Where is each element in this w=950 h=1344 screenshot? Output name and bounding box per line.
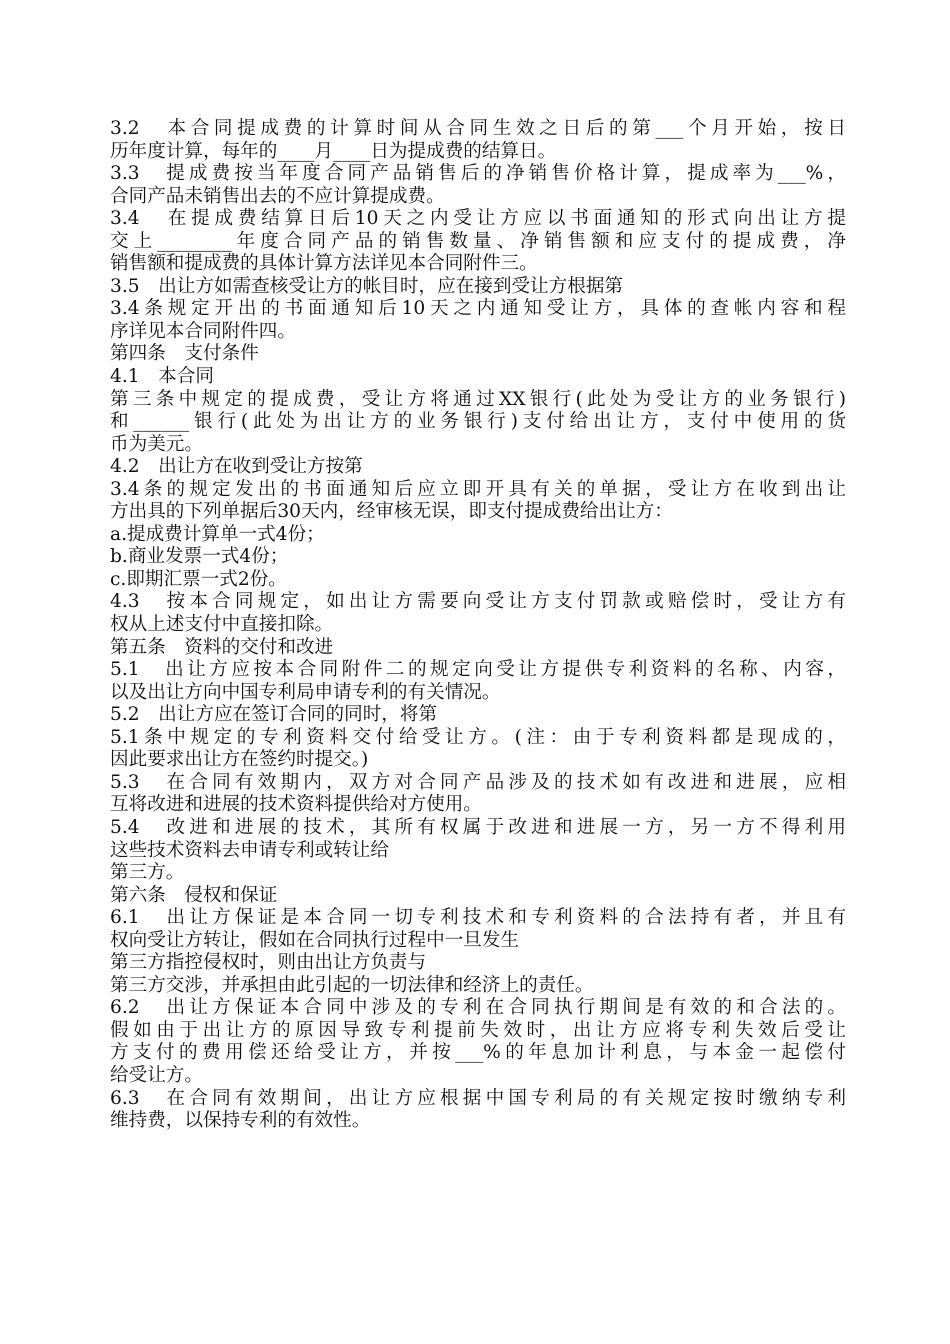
text-line: 假如由于出让方的原因导致专利提前失效时，出让方应将专利失效后受让 <box>110 1019 846 1041</box>
text-line: 3.4条规定开出的书面通知后10天之内通知受让方，具体的查帐内容和程 <box>110 298 846 320</box>
text-line: 第三方指控侵权时，则由出让方负责与 <box>110 952 427 974</box>
text-line: 第三方。 <box>110 862 185 884</box>
text-line: 因此要求出让方在签约时提交。) <box>110 749 369 771</box>
text-line: 4.1 本合同 <box>110 366 214 388</box>
text-line: 6.3 在合同有效期间，出让方应根据中国专利局的有关规定按时缴纳专利 <box>110 1087 846 1109</box>
text-line: a.提成费计算单一式4份； <box>110 523 325 545</box>
text-line: c.即期汇票一式2份。 <box>110 568 287 590</box>
text-line: 4.2 出让方在收到受让方按第 <box>110 456 363 478</box>
text-line: 第六条 侵权和保证 <box>110 884 278 906</box>
text-line: b.商业发票一式4份； <box>110 546 289 568</box>
text-line: 权向受让方转让，假如在合同执行过程中一旦发生 <box>110 929 520 951</box>
text-line: 给受让方。 <box>110 1064 203 1086</box>
document-page <box>110 118 846 1133</box>
text-line: 4.3 按本合同规定，如出让方需要向受让方支付罚款或赔偿时，受让方有 <box>110 591 846 613</box>
text-line: 第五条 资料的交付和改进 <box>110 636 334 658</box>
text-line: 第四条 支付条件 <box>110 343 259 365</box>
text-line: 3.4 在提成费结算日后10天之内受让方应以书面通知的形式向出让方提 <box>110 208 846 230</box>
text-line: 6.1 出让方保证是本合同一切专利技术和专利资料的合法持有者，并且有 <box>110 907 846 929</box>
text-line: 5.2 出让方应在签订合同的同时，将第 <box>110 704 438 726</box>
text-line: 和______银行(此处为出让方的业务银行)支付给出让方，支付中使用的货 <box>110 411 846 433</box>
text-line: 3.4条的规定发出的书面通知后应立即开具有关的单据，受让方在收到出让 <box>110 478 846 500</box>
text-line: 历年度计算，每年的____月____日为提成费的结算日。 <box>110 140 557 162</box>
text-line: 3.5 出让方如需查核受让方的帐目时，应在接到受让方根据第 <box>110 275 624 297</box>
text-line: 3.2 本合同提成费的计算时间从合同生效之日后的第___个月开始，按日 <box>110 118 846 139</box>
text-line: 维持费，以保持专利的有效性。 <box>110 1110 371 1132</box>
text-line: 这些技术资料去申请专利或转让给 <box>110 839 389 861</box>
text-line: 销售额和提成费的具体计算方法详见本合同附件三。 <box>110 253 538 275</box>
text-line: 6.2 出让方保证本合同中涉及的专利在合同执行期间是有效的和合法的。 <box>110 997 846 1019</box>
text-line: 合同产品未销售出去的不应计算提成费。 <box>110 185 445 207</box>
text-line: 以及出让方向中国专利局申请专利的有关情况。 <box>110 681 501 703</box>
text-line: 5.3 在合同有效期内，双方对合同产品涉及的技术如有改进和进展，应相 <box>110 771 846 793</box>
text-line: 币为美元。 <box>110 433 203 455</box>
text-line: 方出具的下列单据后30天内，经审核无误，即支付提成费给出让方： <box>110 501 673 523</box>
text-line: 序详见本合同附件四。 <box>110 320 296 342</box>
text-line: 第三条中规定的提成费，受让方将通过XX银行(此处为受让方的业务银行) <box>110 388 846 410</box>
text-line: 权从上述支付中直接扣除。 <box>110 614 334 636</box>
text-line: 第三方交涉，并承担由此引起的一切法律和经济上的责任。 <box>110 974 594 996</box>
text-line: 5.4 改进和进展的技术，其所有权属于改进和进展一方，另一方不得利用 <box>110 816 846 838</box>
text-line: 方支付的费用偿还给受让方，并按___%的年息加计利息，与本金一起偿付 <box>110 1042 846 1064</box>
text-line: 5.1条中规定的专利资料交付给受让方。(注：由于专利资料都是现成的， <box>110 726 846 748</box>
text-line: 5.1 出让方应按本合同附件二的规定向受让方提供专利资料的名称、内容， <box>110 659 846 681</box>
text-line: 3.3 提成费按当年度合同产品销售后的净销售价格计算，提成率为___%， <box>110 163 846 185</box>
text-line: 交上________年度合同产品的销售数量、净销售额和应支付的提成费，净 <box>110 230 846 252</box>
text-line: 互将改进和进展的技术资料提供给对方使用。 <box>110 794 482 816</box>
